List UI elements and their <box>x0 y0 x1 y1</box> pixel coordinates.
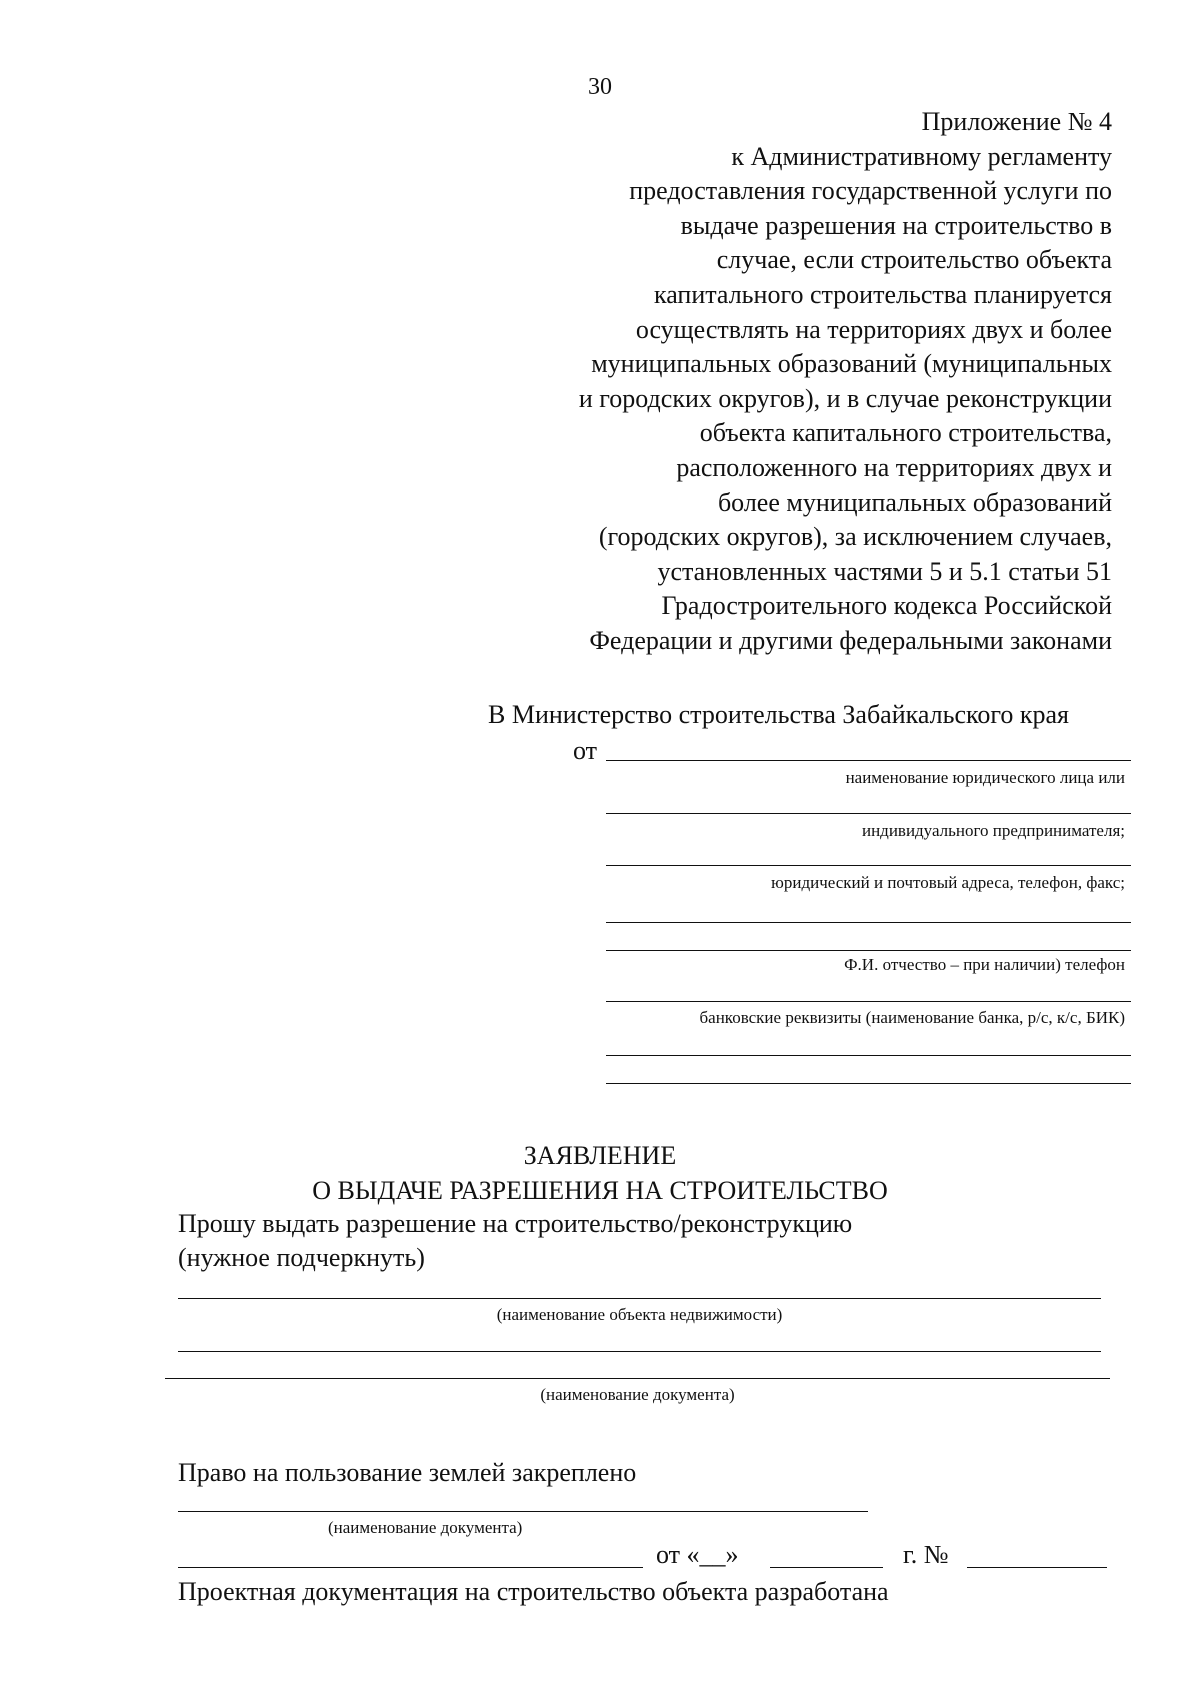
appendix-line: осуществлять на территориях двух и более <box>635 314 1112 344</box>
contact-line-2[interactable] <box>606 950 1131 951</box>
appendix-line: случае, если строительство объекта <box>716 245 1112 275</box>
addressee-ministry: В Министерство строительства Забайкальского края <box>488 700 1069 729</box>
address-caption: юридический и почтовый адреса, телефон, факс; <box>771 873 1125 892</box>
document-line-1[interactable] <box>178 1351 1101 1352</box>
appendix-line: установленных частями 5 и 5.1 статьи 51 <box>657 556 1112 586</box>
document-caption: (наименование документа) <box>540 1385 735 1404</box>
address-line[interactable] <box>606 865 1131 866</box>
land-right-text: Право на пользование землей закреплено <box>178 1458 637 1487</box>
request-note: (нужное подчеркнуть) <box>178 1243 425 1272</box>
contact-person-caption: Ф.И. отчество – при наличии) телефон <box>844 955 1125 974</box>
appendix-line: предоставления государственной услуги по <box>629 176 1112 206</box>
land-document-line[interactable] <box>178 1511 868 1512</box>
contact-line-1[interactable] <box>606 922 1131 923</box>
document-title: ЗАЯВЛЕНИЕ <box>523 1141 677 1170</box>
request-text: Прошу выдать разрешение на строительство/реконструкцию <box>178 1209 853 1238</box>
applicant-name-caption: наименование юридического лица или <box>845 768 1125 787</box>
document-subtitle: О ВЫДАЧЕ РАЗРЕШЕНИЯ НА СТРОИТЕЛЬСТВО <box>312 1176 888 1205</box>
appendix-line: Федерации и другими федеральными законами <box>589 625 1112 655</box>
appendix-line: муниципальных образований (муниципальных <box>591 349 1112 379</box>
year-number-label: г. № <box>903 1540 949 1569</box>
appendix-line: объекта капитального строительства, <box>699 418 1112 448</box>
appendix-line: Градостроительного кодекса Российской <box>661 591 1112 621</box>
object-name-line[interactable] <box>178 1298 1101 1299</box>
land-document-number-line[interactable] <box>178 1567 643 1568</box>
bank-details-line-2[interactable] <box>606 1055 1131 1056</box>
page-number: 30 <box>588 74 612 100</box>
appendix-line: (городских округов), за исключением случаев, <box>598 522 1112 552</box>
land-document-caption: (наименование документа) <box>328 1518 523 1537</box>
bank-details-caption: банковские реквизиты (наименование банка, р/с, к/с, БИК) <box>699 1008 1125 1027</box>
applicant-name-line[interactable] <box>606 760 1131 761</box>
bank-details-line[interactable] <box>606 1001 1131 1002</box>
entrepreneur-line[interactable] <box>606 813 1131 814</box>
appendix-line: к Административному регламенту <box>731 141 1112 171</box>
date-from-label: от «__» <box>656 1540 739 1569</box>
object-name-caption: (наименование объекта недвижимости) <box>496 1305 783 1324</box>
document-line-2[interactable] <box>165 1378 1110 1379</box>
document-number-line[interactable] <box>967 1567 1107 1568</box>
appendix-line: расположенного на территориях двух и <box>676 452 1112 482</box>
appendix-heading <box>412 105 1112 659</box>
appendix-line: выдаче разрешения на строительство в <box>680 210 1112 240</box>
from-label: от <box>573 736 598 765</box>
bank-details-line-3[interactable] <box>606 1083 1131 1084</box>
project-docs-text: Проектная документация на строительство объекта разработана <box>178 1577 889 1606</box>
appendix-line: Приложение № 4 <box>921 107 1112 136</box>
appendix-line: и городских округов), и в случае реконструкции <box>578 383 1112 413</box>
date-month-line[interactable] <box>770 1567 883 1568</box>
entrepreneur-caption: индивидуального предпринимателя; <box>861 821 1125 840</box>
appendix-line: более муниципальных образований <box>717 487 1112 517</box>
appendix-line: капитального строительства планируется <box>653 279 1112 309</box>
